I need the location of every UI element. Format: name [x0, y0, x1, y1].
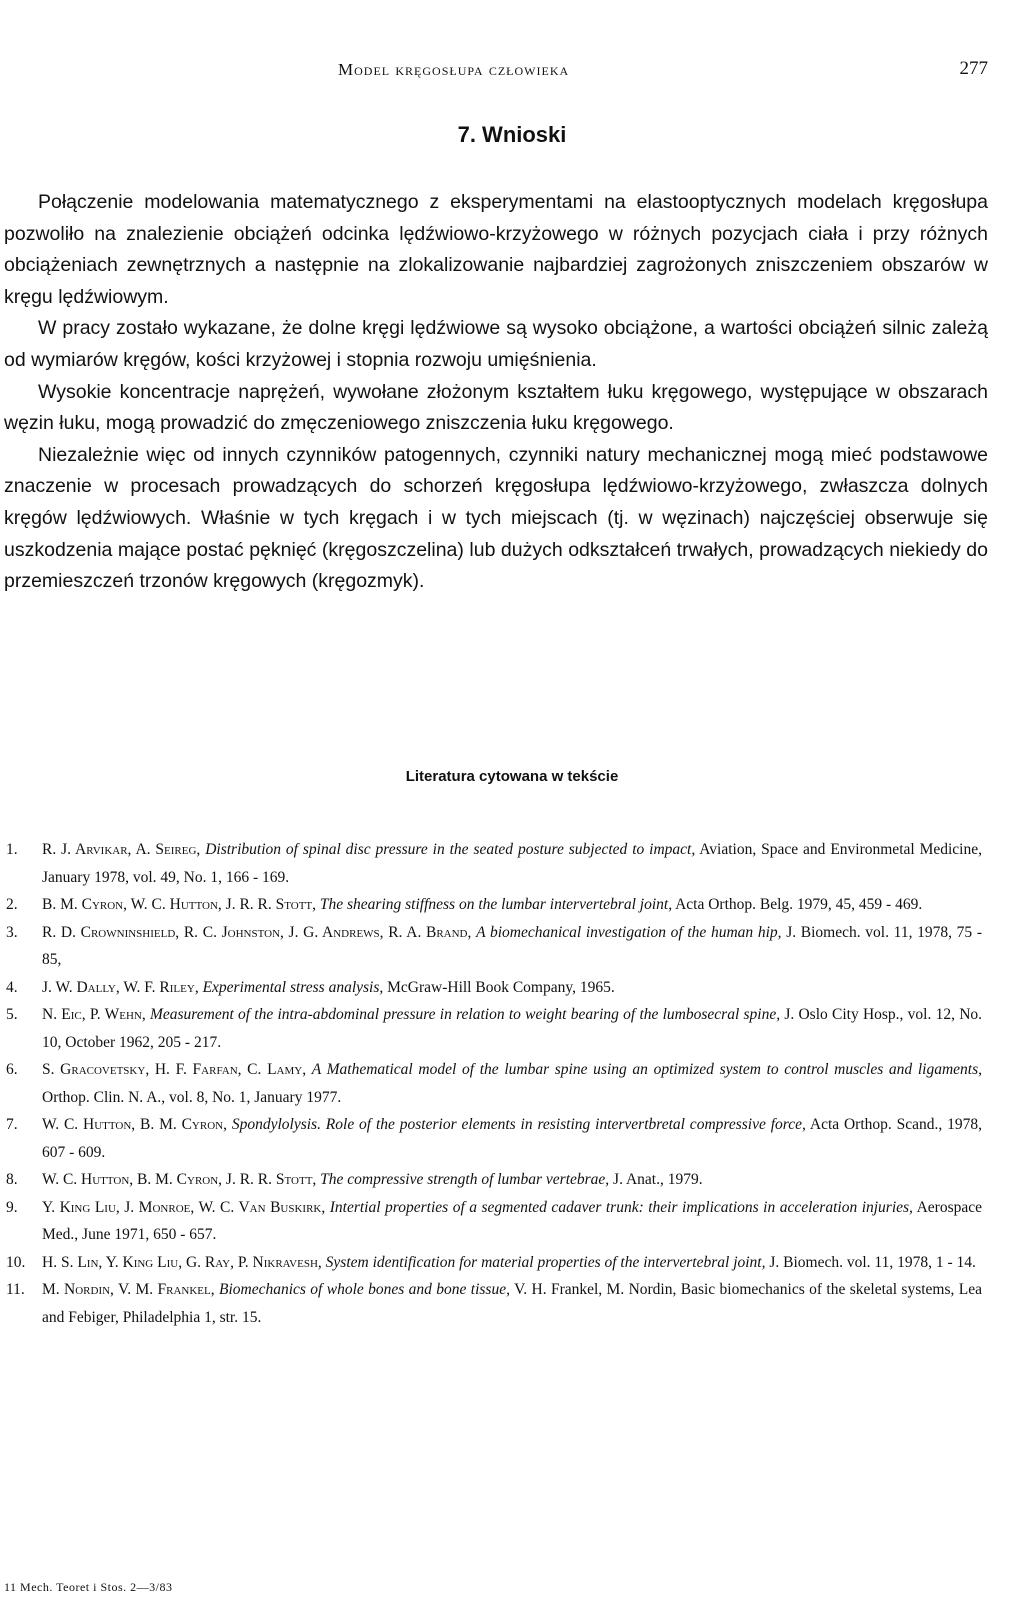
- reference-source: J. Anat., 1979.: [613, 1171, 703, 1188]
- reference-source: Aerospace Med., June 1971, 650 - 657.: [42, 1198, 982, 1243]
- references-heading: Literatura cytowana w tekście: [405, 768, 619, 785]
- reference-authors: H. S. Lin, Y. King Liu, G. Ray, P. Nikravesh,: [42, 1253, 322, 1271]
- reference-source: Acta Orthop. Belg. 1979, 45, 459 - 469.: [675, 896, 923, 913]
- reference-source: V. H. Frankel, M. Nordin, Basic biomechanics of the skeletal systems, Lea and Febiger, Philadelphia 1, str. 15.: [42, 1281, 982, 1326]
- reference-item: [6, 836, 982, 891]
- references-list: [6, 836, 982, 1331]
- reference-source: J. Biomech. vol. 11, 1978, 1 - 14.: [769, 1253, 976, 1271]
- reference-number: 5.: [6, 1006, 18, 1023]
- reference-item: [6, 1194, 982, 1249]
- reference-authors: W. C. Hutton, B. M. Cyron, J. R. R. Stott,: [42, 1171, 317, 1188]
- reference-authors: M. Nordin, V. M. Frankel,: [42, 1281, 215, 1298]
- reference-number: 2.: [6, 896, 18, 913]
- reference-authors: B. M. Cyron, W. C. Hutton, J. R. R. Stott,: [42, 896, 317, 913]
- running-head: Model kręgosłupa człowieka: [338, 60, 570, 79]
- reference-title: Experimental stress analysis,: [202, 978, 384, 996]
- reference-title: System identification for material properties of the intervertebral joint,: [325, 1253, 766, 1271]
- reference-number: 6.: [6, 1061, 18, 1078]
- reference-authors: N. Eic, P. Wehn,: [42, 1006, 146, 1023]
- section-heading: 7. Wnioski: [457, 122, 567, 147]
- reference-item: [6, 919, 982, 974]
- reference-number: 8.: [6, 1171, 18, 1188]
- reference-item: [6, 891, 982, 919]
- reference-item: [6, 1249, 982, 1277]
- reference-title: Measurement of the intra-abdominal pressure in relation to weight bearing of the lumbosecral spine,: [149, 1006, 781, 1023]
- reference-title: A biomechanical investigation of the human hip,: [476, 923, 782, 941]
- reference-title: A Mathematical model of the lumbar spine using an optimized system to control muscles and ligaments,: [311, 1061, 982, 1078]
- reference-item: [6, 1056, 982, 1111]
- reference-title: The compressive strength of lumbar vertebrae,: [320, 1171, 610, 1188]
- page-footer: 11 Mech. Teoret i Stos. 2—3/83: [4, 1580, 173, 1594]
- reference-title: Distribution of spinal disc pressure in the seated posture subjected to impact,: [205, 841, 696, 858]
- paragraph: Wysokie koncentracje naprężeń, wywołane złożonym kształtem łuku kręgowego, występujące w obszarach węzin łuku, mogą prowadzić do zmęczeniowego zniszczenia łuku kręgowego.: [4, 380, 988, 435]
- reference-authors: S. Gracovetsky, H. F. Farfan, C. Lamy,: [42, 1061, 307, 1078]
- reference-number: 10.: [6, 1253, 26, 1271]
- reference-item: [6, 1111, 982, 1166]
- reference-authors: J. W. Dally, W. F. Riley,: [42, 978, 199, 996]
- reference-number: 9.: [6, 1198, 18, 1216]
- paragraph: Połączenie modelowania matematycznego z eksperymentami na elastooptycznych modelach kręgosłupa pozwoliło na znalezienie obciążeń odcinka lędźwiowo-krzyżowego w różnych pozycjach ciała i przy różnych obciążeniach zewnętrznych a następnie na zlokalizowanie najbardziej zagrożonych zniszczeniem obszarów w kręgu lędźwiowym.: [4, 191, 988, 308]
- reference-number: 11.: [6, 1281, 25, 1298]
- reference-number: 7.: [6, 1116, 18, 1133]
- reference-item: [6, 1166, 982, 1194]
- reference-item: [6, 974, 982, 1002]
- reference-number: 4.: [6, 978, 18, 996]
- reference-authors: Y. King Liu, J. Monroe, W. C. Van Buskirk,: [42, 1198, 326, 1216]
- page-number: 277: [959, 58, 988, 79]
- reference-source: J. Oslo City Hosp., vol. 12, No. 10, October 1962, 205 - 217.: [42, 1006, 983, 1051]
- reference-authors: W. C. Hutton, B. M. Cyron,: [42, 1116, 227, 1133]
- reference-source: McGraw-Hill Book Company, 1965.: [387, 978, 615, 996]
- paragraph: Niezależnie więc od innych czynników patogennych, czynniki natury mechanicznej mogą mieć podstawowe znaczenie w procesach prowadzących do schorzeń kręgosłupa lędźwiowo-krzyżowego, zwłaszcza dolnych kręgów lędźwiowych. Właśnie w tych kręgach i w tych miejscach (tj. w węzinach) najczęściej obserwuje się uszkodzenia mające postać pęknięć (kręgoszczelina) lub dużych odkształceń trwałych, prowadzących niekiedy do przemieszczeń trzonów kręgowych (kręgozmyk).: [4, 443, 988, 593]
- reference-item: [6, 1276, 982, 1331]
- reference-source: Aviation, Space and Environmetal Medicine, January 1978, vol. 49, No. 1, 166 - 169.: [42, 841, 982, 886]
- reference-title: Intertial properties of a segmented cadaver trunk: their implications in acceleration injuries,: [329, 1198, 913, 1216]
- reference-authors: R. J. Arvikar, A. Seireg,: [42, 841, 201, 858]
- reference-title: The shearing stiffness on the lumbar intervertebral joint,: [319, 896, 673, 913]
- reference-number: 1.: [6, 841, 18, 858]
- paragraph: W pracy zostało wykazane, że dolne kręgi lędźwiowe są wysoko obciążone, a wartości obciążeń silnic zależą od wymiarów kręgów, kości krzyżowej i stopnia rozwoju umięśnienia.: [4, 317, 988, 371]
- reference-title: Biomechanics of whole bones and bone tissue,: [218, 1281, 510, 1298]
- reference-number: 3.: [6, 923, 18, 941]
- reference-source: J. Biomech. vol. 11, 1978, 75 - 85,: [42, 923, 983, 968]
- reference-authors: R. D. Crowninshield, R. C. Johnston, J. G. Andrews, R. A. Brand,: [42, 923, 472, 941]
- body-text: [4, 187, 988, 598]
- reference-item: [6, 1001, 982, 1056]
- reference-source: Orthop. Clin. N. A., vol. 8, No. 1, January 1977.: [42, 1088, 342, 1106]
- reference-source: Acta Orthop. Scand., 1978, 607 - 609.: [42, 1116, 982, 1161]
- reference-title: Spondylolysis. Role of the posterior elements in resisting intervertbretal compressive force,: [231, 1116, 806, 1133]
